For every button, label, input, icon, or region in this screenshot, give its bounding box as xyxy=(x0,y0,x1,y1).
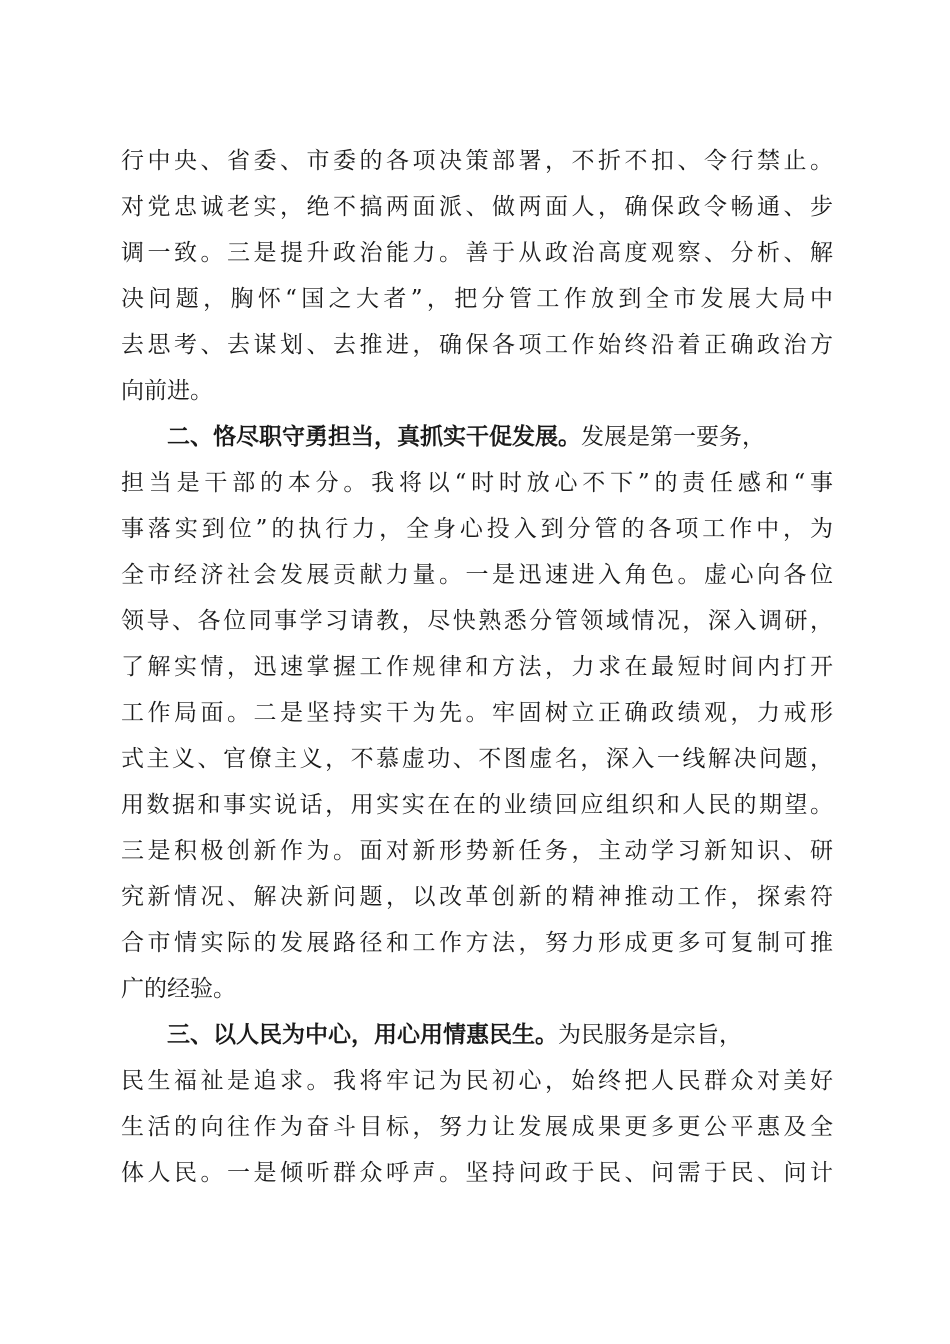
text-line: 合市情实际的发展路径和工作方法，努力形成更多可复制可推 xyxy=(121,930,833,956)
text-line: 民生福祉是追求。我将牢记为民初心，始终把人民群众对美好 xyxy=(121,1068,833,1094)
paragraph-first-line xyxy=(121,1012,833,1058)
text-line: 式主义、官僚主义，不慕虚功、不图虚名，深入一线解决问题， xyxy=(121,746,833,772)
text-line: 对党忠诚老实，绝不搞两面派、做两面人，确保政令畅通、步 xyxy=(121,194,833,220)
text-line: 调一致。三是提升政治能力。善于从政治高度观察、分析、解 xyxy=(121,240,833,266)
text-line: 用数据和事实说话，用实实在在的业绩回应组织和人民的期望。 xyxy=(121,792,833,818)
text-span: 为民服务是宗旨， xyxy=(558,1022,742,1048)
paragraph-3 xyxy=(121,1012,833,1196)
text-line: 行中央、省委、市委的各项决策部署，不折不扣、令行禁止。 xyxy=(121,148,833,174)
text-line: 体人民。一是倾听群众呼声。坚持问政于民、问需于民、问计 xyxy=(121,1160,833,1186)
section-heading: 三、以人民为中心，用心用情惠民生。 xyxy=(167,1022,558,1048)
text-line: 广的经验。 xyxy=(121,976,236,1002)
text-line: 决问题，胸怀“国之大者”，把分管工作放到全市发展大局中 xyxy=(121,286,833,312)
text-line: 究新情况、解决新问题，以改革创新的精神推动工作，探索符 xyxy=(121,884,833,910)
text-line: 三是积极创新作为。面对新形势新任务，主动学习新知识、研 xyxy=(121,838,833,864)
text-line: 去思考、去谋划、去推进，确保各项工作始终沿着正确政治方 xyxy=(121,332,833,358)
text-line: 了解实情，迅速掌握工作规律和方法，力求在最短时间内打开 xyxy=(121,654,833,680)
paragraph-first-line xyxy=(121,414,833,460)
text-line: 担当是干部的本分。我将以“时时放心不下”的责任感和“事 xyxy=(121,470,833,496)
paragraph-1 xyxy=(121,138,833,414)
section-heading: 二、恪尽职守勇担当，真抓实干促发展。 xyxy=(167,424,581,450)
text-line: 事落实到位”的执行力，全身心投入到分管的各项工作中，为 xyxy=(121,516,833,542)
text-line: 全市经济社会发展贡献力量。一是迅速进入角色。虚心向各位 xyxy=(121,562,833,588)
text-span: 发展是第一要务， xyxy=(581,424,765,450)
document-body xyxy=(121,138,833,1196)
text-line: 工作局面。二是坚持实干为先。牢固树立正确政绩观，力戒形 xyxy=(121,700,833,726)
paragraph-2 xyxy=(121,414,833,1012)
text-line: 生活的向往作为奋斗目标，努力让发展成果更多更公平惠及全 xyxy=(121,1114,833,1140)
text-line: 领导、各位同事学习请教，尽快熟悉分管领域情况，深入调研， xyxy=(121,608,833,634)
text-line: 向前进。 xyxy=(121,378,213,404)
